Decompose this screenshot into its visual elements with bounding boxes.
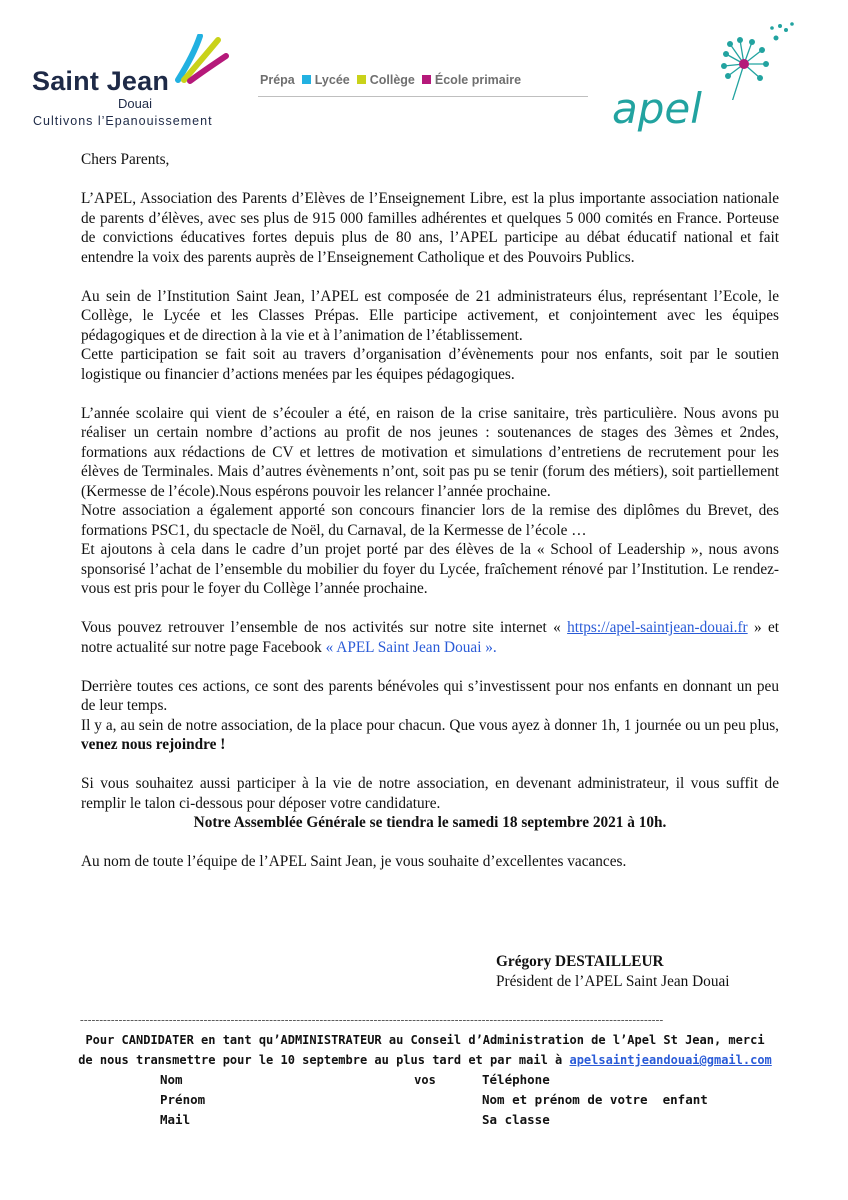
paragraph: Cette participation se fait soit au travers d’organisation d’évènements pour nos enfants, soit par le soutien logistique ou financier d’actions menées par les équipes pédagogiques.	[81, 346, 779, 383]
paragraph: L’APEL, Association des Parents d’Elèves de l’Enseignement Libre, est la plus importante association nationale de parents d’élèves, avec ses plus de 915 000 familles adhérentes et quelques 5 000 comités en France. Porteuse de convictions éducatives fortes depuis plus de 80 ans, l’APEL participe au débat éducatif national et fait entendre la voix des parents auprès de l’Enseignement Catholique et des Pouvoirs Publics.	[81, 190, 779, 266]
level-college: Collège	[369, 73, 415, 87]
website-link[interactable]: https://apel-saintjean-douai.fr	[567, 619, 748, 636]
text: » et notre actualité sur notre page Facebook	[81, 619, 780, 656]
signatory-title: Président de l’APEL Saint Jean Douai	[496, 973, 730, 990]
text: de nous transmettre pour le 10 septembre au plus tard et par mail à	[78, 1053, 570, 1067]
field-label-enfant: Nom et prénom de votre enfant	[482, 1092, 708, 1107]
paragraph: L’année scolaire qui vient de s’écouler a été, en raison de la crise sanitaire, très particulière. Nous avons pu réaliser un certain nombre d’actions au profit de nos jeunes : soutenances de stages des 3èmes et 2ndes, formations aux rédactions de CV et lettres de motivation et simulations d’entretiens de recrutement pour les élèves de Terminales. Mais d’autres évènements n’ont, soit pas pu se tenir (forum des métiers), soit partiellement (Kermesse de l’école).Nous espérons pouvoir les relancer l’année prochaine.	[81, 404, 779, 500]
email-link[interactable]: apelsaintjeandouai@gmail.com	[569, 1053, 772, 1067]
header-divider	[258, 96, 588, 97]
candidature-form-fields	[160, 1070, 760, 1130]
text: vos	[414, 1073, 436, 1087]
level-square-icon	[422, 75, 431, 84]
paragraph-links	[81, 618, 779, 657]
level-primaire: École primaire	[434, 73, 522, 87]
level-lycee: Lycée	[314, 73, 350, 87]
paragraph	[81, 716, 779, 755]
school-levels	[260, 73, 521, 87]
field-label-nom: Nom	[160, 1072, 183, 1087]
school-name: Saint Jean	[32, 66, 170, 96]
paragraph: Derrière toutes ces actions, ce sont des parents bénévoles qui s’investissent pour nos enfants en donnant un peu de leur temps.	[81, 677, 779, 714]
field-label-mail: Mail	[160, 1112, 191, 1127]
form-row	[160, 1090, 760, 1110]
level-prepa: Prépa	[260, 73, 295, 87]
form-row	[160, 1110, 760, 1130]
text: Vous pouvez retrouver l’ensemble de nos activités sur notre site internet «	[81, 619, 568, 636]
cut-line: -------------------------------------------------------------------------------------------------------------------------------------------------------	[80, 1014, 664, 1026]
form-row	[160, 1070, 760, 1090]
call-to-action: venez nous rejoindre !	[81, 736, 226, 753]
field-label-telephone: Téléphone	[482, 1072, 550, 1087]
facebook-link[interactable]: « APEL Saint Jean Douai ».	[325, 638, 497, 656]
agm-announcement: Notre Assemblée Générale se tiendra le samedi 18 septembre 2021 à 10h.	[193, 814, 667, 831]
paragraph: Notre association a également apporté son concours financier lors de la remise des diplômes du Brevet, des formations PSC1, du spectacle de Noël, du Carnaval, de la Kermesse de l’école …	[81, 502, 779, 539]
school-city: Douai	[118, 96, 152, 111]
signatory-name: Grégory DESTAILLEUR	[496, 953, 664, 970]
paragraph: Si vous souhaitez aussi participer à la vie de notre association, en devenant administrateur, il vous suffit de remplir le talon ci-dessous pour déposer votre candidature.	[81, 775, 779, 812]
signature	[496, 952, 730, 992]
salutation: Chers Parents,	[81, 151, 170, 168]
paragraph: Et ajoutons à cela dans le cadre d’un projet porté par des élèves de la « School of Leadership », nous avons sponsorisé l’achat de l’ensemble du mobilier du foyer du Lycée, fraîchement rénové par l’Institution. Le rendez-vous est pris pour le foyer du Collège l’année prochaine.	[81, 541, 779, 597]
paragraph: Au sein de l’Institution Saint Jean, l’APEL est composée de 21 administrateurs élus, représentant l’Ecole, le Collège, le Lycée et les Classes Prépas. Elle participe activement, et conjointement avec les équipes pédagogiques et de direction à la vie et à l’animation de l’établissement.	[81, 287, 779, 344]
letter-body	[81, 150, 779, 872]
level-square-icon	[357, 75, 366, 84]
school-tagline: Cultivons l’Epanouissement	[33, 114, 213, 128]
text: Il y a, au sein de notre association, de la place pour chacun. Que vous ayez à donner 1h, 1 journée ou un peu plus,	[81, 716, 779, 734]
level-square-icon	[302, 75, 311, 84]
form-intro-line: Pour CANDIDATER en tant qu’ADMINISTRATEUR au Conseil d’Administration de l’Apel St Jean, merci	[85, 1033, 765, 1047]
field-label-prenom: Prénom	[160, 1092, 206, 1107]
closing: Au nom de toute l’équipe de l’APEL Saint Jean, je vous souhaite d’excellentes vacances.	[81, 853, 627, 870]
letterhead	[0, 0, 848, 140]
school-logo-swoosh-icon	[170, 34, 230, 84]
apel-logo-text: apel	[612, 84, 702, 133]
field-label-classe: Sa classe	[482, 1112, 550, 1127]
